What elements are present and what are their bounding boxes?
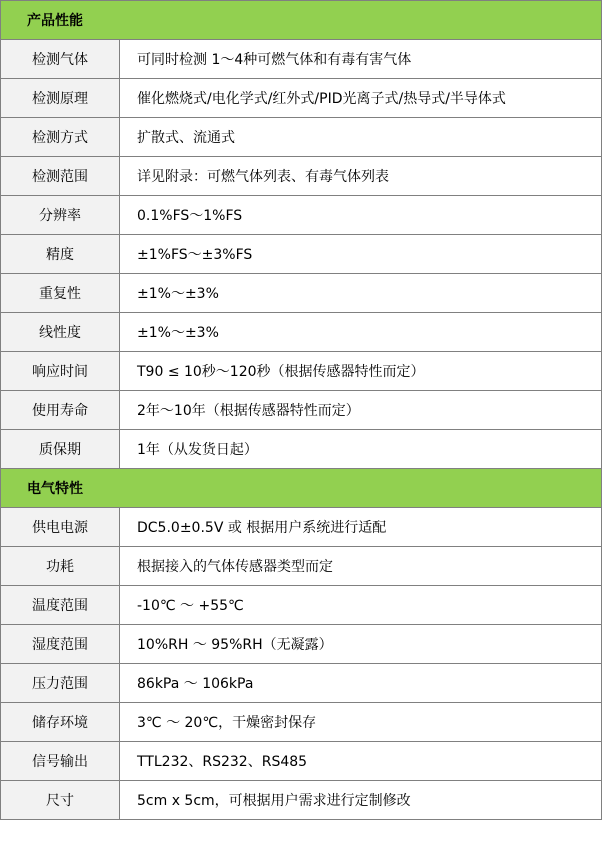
table-row [1,118,602,157]
row-value: ±1%FS～±3%FS [120,235,602,274]
table-row [1,40,602,79]
row-label: 信号输出 [1,742,120,781]
row-value: 详见附录：可燃气体列表、有毒气体列表 [120,157,602,196]
row-label: 线性度 [1,313,120,352]
row-label: 压力范围 [1,664,120,703]
table-row [1,547,602,586]
row-value: TTL232、RS232、RS485 [120,742,602,781]
section-title: 产品性能 [1,1,602,40]
row-value: 1年（从发货日起） [120,430,602,469]
table-row [1,79,602,118]
table-row [1,625,602,664]
table-row [1,313,602,352]
row-label: 检测范围 [1,157,120,196]
section-header-performance [1,1,602,40]
row-value: T90 ≤ 10秒～120秒（根据传感器特性而定） [120,352,602,391]
row-value: 86kPa ～ 106kPa [120,664,602,703]
row-value: DC5.0±0.5V 或 根据用户系统进行适配 [120,508,602,547]
row-label: 温度范围 [1,586,120,625]
row-label: 功耗 [1,547,120,586]
section-header-electrical [1,469,602,508]
table-row [1,664,602,703]
row-value: 3℃ ～ 20℃，干燥密封保存 [120,703,602,742]
row-label: 检测方式 [1,118,120,157]
row-value: 0.1%FS～1%FS [120,196,602,235]
table-row [1,196,602,235]
table-row [1,391,602,430]
row-value: 2年～10年（根据传感器特性而定） [120,391,602,430]
table-row [1,586,602,625]
section-title: 电气特性 [1,469,602,508]
row-label: 供电电源 [1,508,120,547]
row-label: 精度 [1,235,120,274]
table-row [1,235,602,274]
row-value: ±1%～±3% [120,313,602,352]
table-row [1,274,602,313]
table-row [1,742,602,781]
row-label: 检测气体 [1,40,120,79]
row-value: -10℃ ～ +55℃ [120,586,602,625]
table-row [1,430,602,469]
row-label: 储存环境 [1,703,120,742]
row-label: 使用寿命 [1,391,120,430]
row-label: 质保期 [1,430,120,469]
row-label: 尺寸 [1,781,120,820]
row-value: 可同时检测 1～4种可燃气体和有毒有害气体 [120,40,602,79]
row-value: 10%RH ～ 95%RH（无凝露） [120,625,602,664]
row-value: 根据接入的气体传感器类型而定 [120,547,602,586]
row-label: 重复性 [1,274,120,313]
table-row [1,508,602,547]
row-label: 检测原理 [1,79,120,118]
row-value: 5cm x 5cm，可根据用户需求进行定制修改 [120,781,602,820]
table-row [1,781,602,820]
row-label: 分辨率 [1,196,120,235]
row-value: 催化燃烧式/电化学式/红外式/PID光离子式/热导式/半导体式 [120,79,602,118]
row-value: ±1%～±3% [120,274,602,313]
row-value: 扩散式、流通式 [120,118,602,157]
table-row [1,157,602,196]
table-row [1,352,602,391]
row-label: 湿度范围 [1,625,120,664]
row-label: 响应时间 [1,352,120,391]
table-row [1,703,602,742]
